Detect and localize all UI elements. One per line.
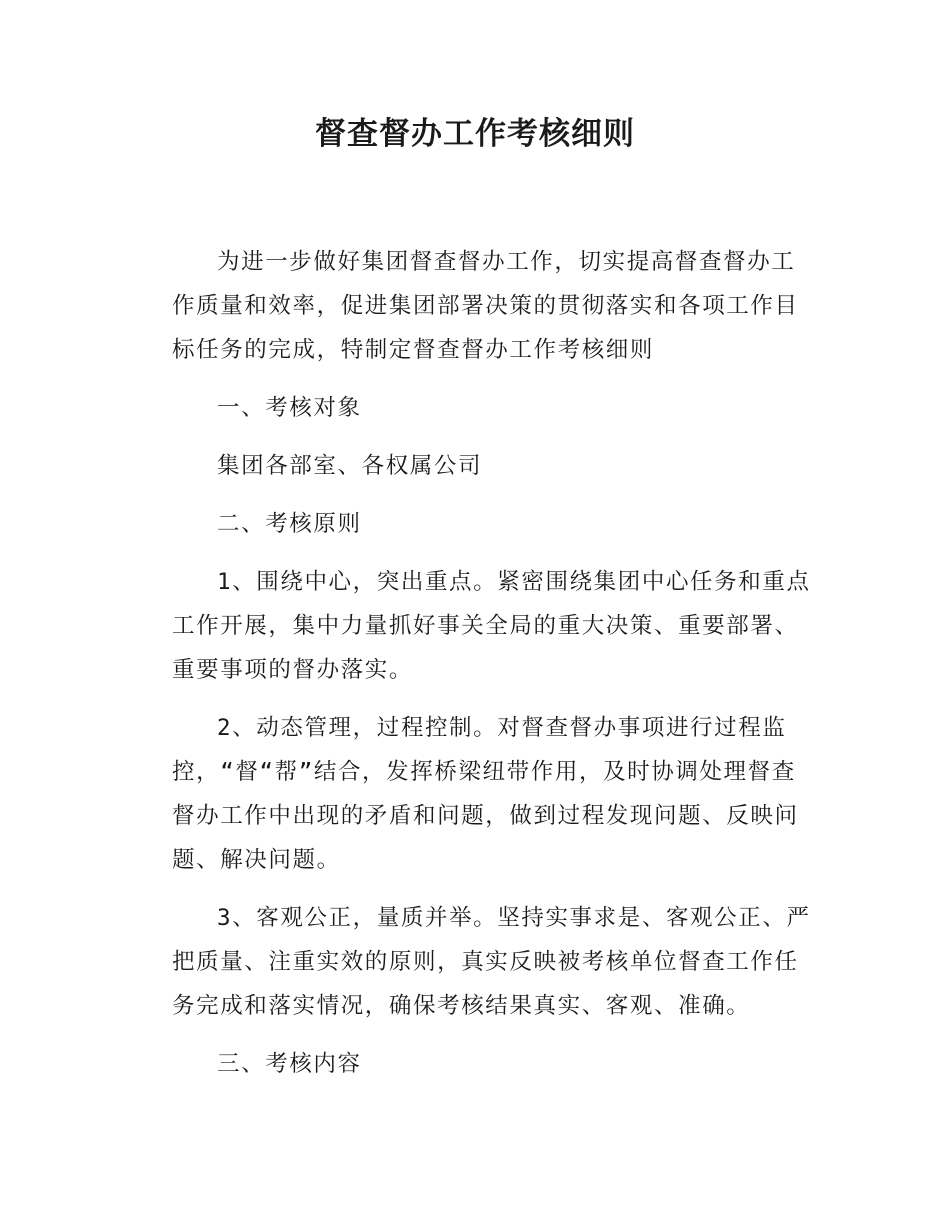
assessment-target-text: 集团各部室、各权属公司: [217, 453, 483, 479]
principle-paragraph-1: 1、围绕中心，突出重点。紧密围绕集团中心任务和重点工作开展，集中力量抓好事关全局的重大决策、重要部署、重要事项的督办落实。: [172, 569, 811, 683]
principle-paragraph-3: 3、客观公正，量质并举。坚持实事求是、客观公正、严把质量、注重实效的原则，真实反映被考核单位督查工作任务完成和落实情况，确保考核结果真实、客观、准确。: [172, 905, 811, 1019]
document-title: 督查督办工作考核细则: [315, 116, 635, 152]
section-heading-assessment-content: 三、考核内容: [217, 1051, 362, 1077]
intro-paragraph: 为进一步做好集团督查督办工作，切实提高督查督办工作质量和效率，促进集团部署决策的贯彻落实和各项工作目标任务的完成，特制定督查督办工作考核细则: [172, 249, 799, 363]
section-heading-assessment-principles: 二、考核原则: [217, 511, 362, 537]
principle-paragraph-2: 2、动态管理，过程控制。对督查督办事项进行过程监控，“督“帮”结合，发挥桥梁纽带作用，及时协调处理督查督办工作中出现的矛盾和问题，做到过程发现问题、反映问题、解决问题。: [172, 715, 799, 873]
section-heading-assessment-target: 一、考核对象: [217, 395, 362, 421]
document-body: [172, 240, 812, 1100]
